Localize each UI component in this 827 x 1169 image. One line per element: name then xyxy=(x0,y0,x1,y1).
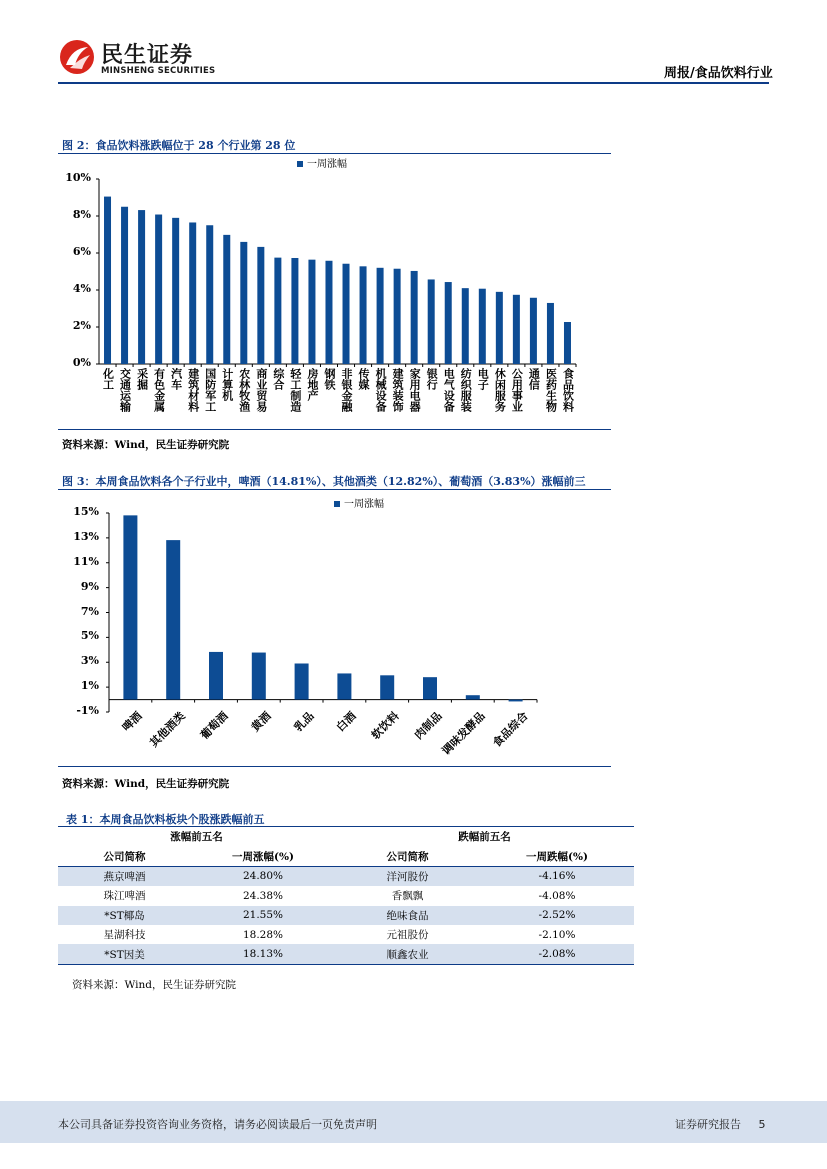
bar xyxy=(428,279,435,364)
x-tick-label: 建筑材料 xyxy=(186,368,200,412)
table-cell: 顺鑫农业 xyxy=(386,948,429,961)
footer-disclaimer: 本公司具备证券投资咨询业务资格，请务必阅读最后一页免责声明 xyxy=(58,1118,377,1131)
table-row xyxy=(58,944,634,964)
bar xyxy=(138,210,145,364)
y-tick-label: 9% xyxy=(80,579,99,593)
table1-source: 资料来源：Wind，民生证券研究院 xyxy=(72,979,236,991)
x-tick-label: 房地产 xyxy=(305,368,319,401)
y-tick-label: 3% xyxy=(80,654,99,668)
col-header: 公司简称 xyxy=(386,850,429,863)
col-header: 一周涨幅(%) xyxy=(232,850,294,863)
x-tick-label: 电子 xyxy=(476,368,490,390)
x-tick-label: 化工 xyxy=(101,368,115,390)
group-header-up: 涨幅前五名 xyxy=(170,831,223,844)
y-tick-label: 4% xyxy=(72,282,91,295)
bar xyxy=(240,242,247,364)
x-tick-label: 轻工制造 xyxy=(288,368,302,412)
table-cell: -2.08% xyxy=(538,948,576,961)
bar xyxy=(166,540,180,699)
x-tick-label: 食品饮料 xyxy=(561,368,575,412)
bar xyxy=(337,673,351,699)
figure3-title: 图 3：本周食品饮料各个子行业中，啤酒（14.81%）、其他酒类（12.82%）、葡萄酒（3.83%）涨幅前三 xyxy=(62,475,586,488)
bar xyxy=(325,261,332,364)
table-cell: 香飘飘 xyxy=(391,890,424,903)
x-tick-label: 食品综合 xyxy=(489,708,531,750)
x-tick-label: 交通运输 xyxy=(118,368,132,412)
table-cell: 18.13% xyxy=(242,948,284,961)
table-group-header-row xyxy=(58,827,634,846)
bar xyxy=(462,288,469,364)
y-tick-label: 15% xyxy=(73,505,99,518)
x-tick-label: 采掘 xyxy=(135,368,149,390)
bar xyxy=(206,225,213,364)
x-tick-label: 啤酒 xyxy=(120,708,145,734)
report-type: 周报/食品饮料行业 xyxy=(664,66,773,81)
x-tick-label: 公用事业 xyxy=(510,368,524,412)
bar xyxy=(360,266,367,364)
bar xyxy=(564,322,571,364)
x-tick-label: 有色金属 xyxy=(152,368,166,412)
x-tick-label: 白酒 xyxy=(334,708,359,734)
x-tick-label: 国防军工 xyxy=(203,368,217,412)
bar xyxy=(308,260,315,364)
x-tick-label: 综合 xyxy=(271,368,285,390)
x-tick-label: 纺织服装 xyxy=(459,368,473,412)
table-cell: 18.28% xyxy=(242,928,284,941)
table-cell: 燕京啤酒 xyxy=(103,870,146,883)
x-tick-label: 钢铁 xyxy=(322,368,336,390)
y-tick-label: 8% xyxy=(72,208,91,221)
x-tick-label: 软饮料 xyxy=(369,708,402,742)
bar xyxy=(377,268,384,364)
x-tick-label: 黄酒 xyxy=(248,708,274,734)
x-tick-label: 医药生物 xyxy=(544,368,558,412)
x-tick-label: 机械设备 xyxy=(374,368,388,412)
page-footer xyxy=(0,1101,827,1143)
table-cell: *ST因美 xyxy=(104,948,145,961)
bar xyxy=(380,675,394,699)
table-cell: -2.10% xyxy=(538,928,576,941)
y-tick-label: 11% xyxy=(73,554,99,568)
figure3-bottom-rule xyxy=(58,766,611,767)
group-header-down: 跌幅前五名 xyxy=(458,831,511,844)
table-cell: *ST椰岛 xyxy=(104,909,145,922)
x-tick-label: 非银金融 xyxy=(340,368,354,412)
bar xyxy=(209,652,223,700)
x-tick-label: 商业贸易 xyxy=(254,368,268,412)
x-tick-label: 调味发酵品 xyxy=(439,708,488,758)
table-row xyxy=(58,886,634,905)
y-tick-label: 6% xyxy=(72,245,91,258)
bar xyxy=(257,247,264,364)
y-tick-label: 2% xyxy=(72,319,91,332)
bar xyxy=(530,298,537,364)
x-tick-label: 家用电器 xyxy=(408,368,422,412)
y-tick-label: 1% xyxy=(80,679,99,693)
logo-text-en: MINSHENG SECURITIES xyxy=(101,66,216,76)
col-header: 一周跌幅(%) xyxy=(526,850,588,863)
table-row xyxy=(58,906,634,925)
y-tick-label: -1% xyxy=(76,704,99,717)
table-cell: 24.80% xyxy=(242,870,284,883)
y-tick-label: 0% xyxy=(72,356,91,369)
y-tick-label: 10% xyxy=(65,171,91,184)
x-tick-label: 建筑装饰 xyxy=(391,368,405,412)
figure3-legend-label: 一周涨幅 xyxy=(344,499,384,510)
x-tick-label: 传媒 xyxy=(357,368,371,390)
footer-report-label xyxy=(675,1116,766,1132)
bar xyxy=(252,653,266,700)
bar xyxy=(172,218,179,364)
bar xyxy=(223,235,230,364)
x-tick-label: 汽车 xyxy=(169,368,183,390)
bar xyxy=(513,295,520,364)
bar xyxy=(274,258,281,364)
x-tick-label: 银行 xyxy=(425,368,439,390)
bar xyxy=(291,258,298,364)
bar xyxy=(479,289,486,364)
bar xyxy=(496,292,503,364)
table-cell: -2.52% xyxy=(538,909,576,922)
bar xyxy=(466,695,480,699)
bar xyxy=(295,663,309,699)
x-tick-label: 乳品 xyxy=(291,708,317,734)
table-cell: 元祖股份 xyxy=(386,929,429,942)
x-tick-label: 葡萄酒 xyxy=(198,708,231,742)
table-cell: 21.55% xyxy=(242,909,284,922)
y-tick-label: 13% xyxy=(73,529,99,543)
figure2-bottom-rule xyxy=(58,429,611,430)
logo-text-cn: 民生证券 xyxy=(101,43,194,68)
figure2-legend-label: 一周涨幅 xyxy=(307,159,347,170)
table-row xyxy=(58,925,634,944)
bar xyxy=(547,303,554,364)
table-cell: 绝味食品 xyxy=(386,909,429,922)
bar xyxy=(509,700,523,702)
bar xyxy=(445,282,452,364)
table-cell: 珠江啤酒 xyxy=(103,890,146,903)
bar xyxy=(189,222,196,364)
table-cell: 24.38% xyxy=(242,889,284,902)
x-tick-label: 农林牧渔 xyxy=(237,368,251,412)
table-cell: -4.16% xyxy=(538,870,576,883)
page-number: 5 xyxy=(758,1118,766,1131)
y-tick-label: 5% xyxy=(80,629,99,643)
y-tick-label: 7% xyxy=(80,604,99,618)
x-tick-label: 计算机 xyxy=(220,368,234,401)
bar xyxy=(343,264,350,364)
col-header: 公司简称 xyxy=(103,850,146,863)
bar xyxy=(155,215,162,364)
table-cell: 星湖科技 xyxy=(103,929,146,942)
bar xyxy=(121,207,128,364)
x-tick-label: 电气设备 xyxy=(442,368,456,412)
table-row xyxy=(58,866,634,886)
bar xyxy=(104,197,111,364)
figure3-source: 资料来源：Wind，民生证券研究院 xyxy=(62,778,230,790)
table-cell: -4.08% xyxy=(538,889,576,902)
x-tick-label: 休闲服务 xyxy=(493,368,507,412)
x-tick-label: 其他酒类 xyxy=(147,708,188,750)
bar xyxy=(123,515,137,699)
table-cell: 洋河股份 xyxy=(386,870,429,883)
report-label: 证券研究报告 xyxy=(675,1118,741,1131)
figure2-source: 资料来源：Wind，民生证券研究院 xyxy=(62,439,230,451)
table-header-row xyxy=(58,846,634,866)
x-tick-label: 肉制品 xyxy=(412,708,445,742)
bar xyxy=(411,271,418,364)
bar xyxy=(394,269,401,364)
bar xyxy=(423,677,437,699)
table1 xyxy=(58,827,634,965)
table1-title: 表 1：本周食品饮料板块个股涨跌幅前五 xyxy=(66,813,265,826)
x-tick-label: 通信 xyxy=(527,368,541,390)
figure2-title: 图 2：食品饮料涨跌幅位于 28 个行业第 28 位 xyxy=(62,139,296,152)
